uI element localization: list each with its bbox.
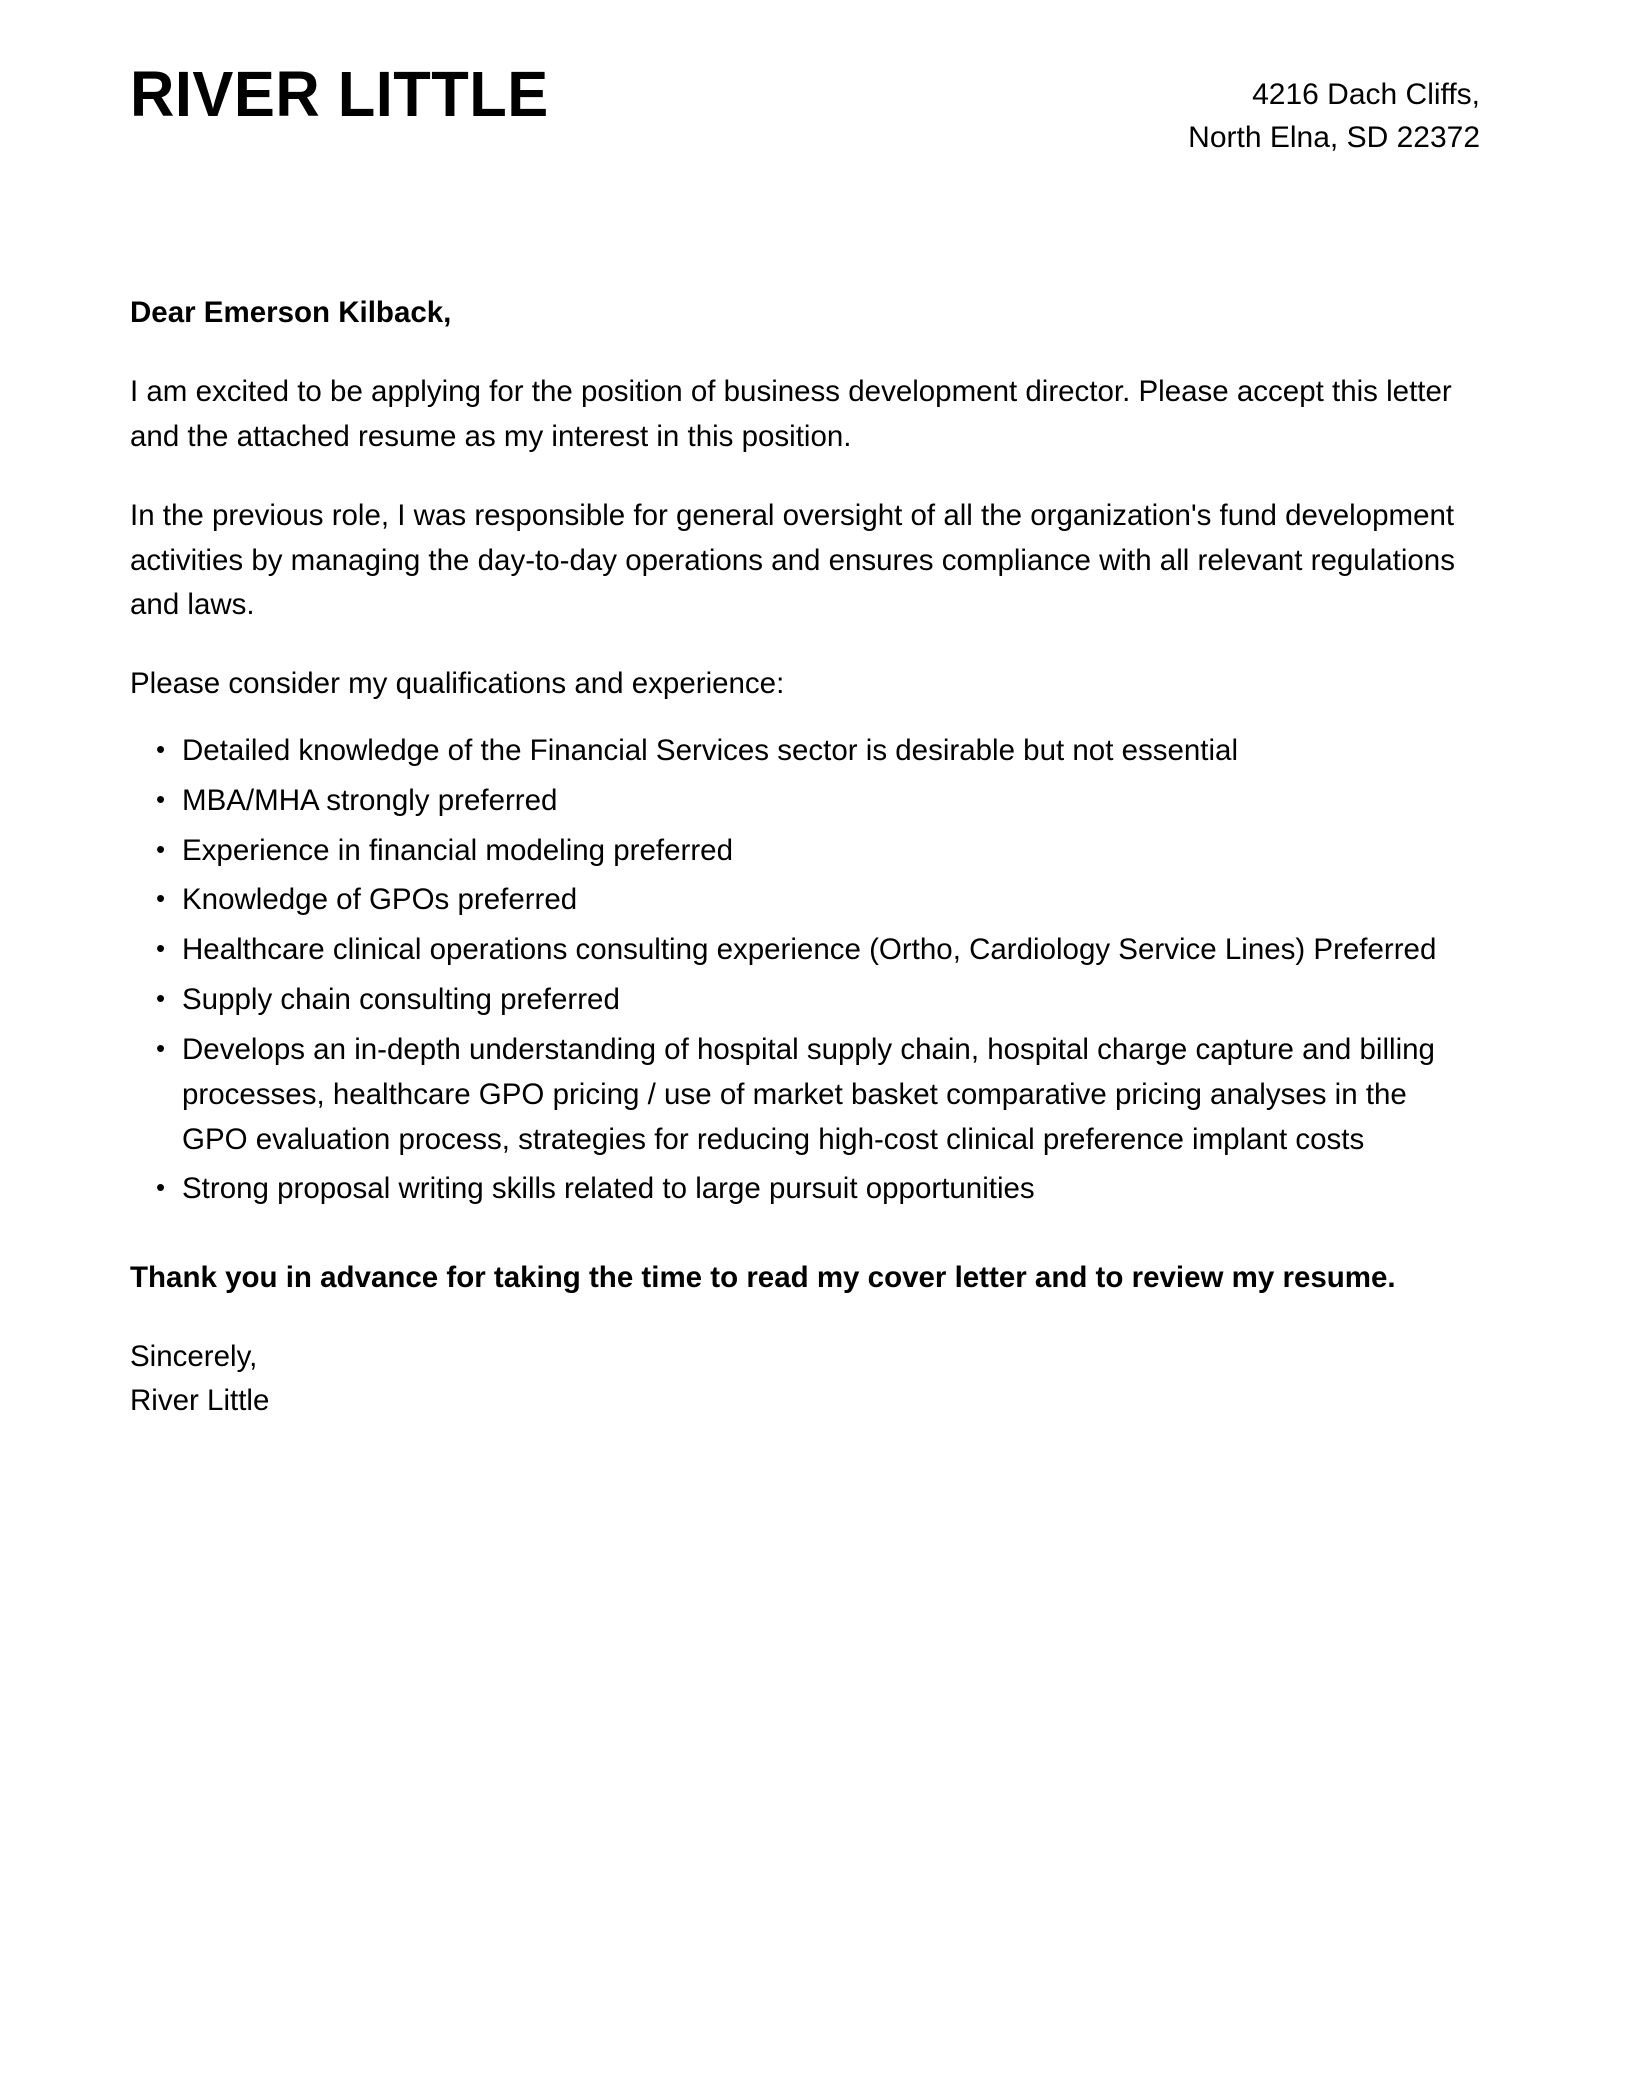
signoff-text: Sincerely, [130,1340,258,1374]
list-item: • Develops an in-depth understanding of hospital supply chain, hospital charge capture and billing processes, healthcare GPO pricing / use of market basket comparative pricing analyses in the GPO evaluation process, strategies for reducing high-cost clinical preference implant costs [130,1028,1480,1162]
qualifications-list [130,729,1480,1212]
list-item: • Supply chain consulting preferred [130,978,1480,1023]
letter-content-column [130,0,1480,1422]
body-paragraph-2: In the previous role, I was responsible for general oversight of all the organization's fund development activities by managing the day-to-day operations and ensures compliance with all relevant regulations and laws. [130,498,1455,622]
address-line-street: 4216 Dach Cliffs, [1252,78,1480,111]
address-line-city-state-zip: North Elna, SD 22372 [1188,120,1480,154]
sender-address-block [1188,62,1480,159]
closing-thanks: Thank you in advance for taking the time to read my cover letter and to review my resume. [130,1261,1396,1295]
body-paragraph-1: I am excited to be applying for the position of business development director. Please accept this letter and the attached resume as my interest in this position. [130,375,1452,453]
list-item: • Knowledge of GPOs preferred [130,878,1480,923]
letter-header [130,0,1480,159]
page-title: RIVER LITTLE [130,58,549,130]
list-item: • Detailed knowledge of the Financial Services sector is desirable but not essential [130,729,1480,774]
qualifications-lead-in: Please consider my qualifications and experience: [130,667,785,701]
letter-body [130,291,1480,1422]
salutation: Dear Emerson Kilback, [130,296,452,330]
list-item: • Strong proposal writing skills related to large pursuit opportunities [130,1167,1480,1212]
list-item: • MBA/MHA strongly preferred [130,779,1480,824]
signature-name: River Little [130,1383,270,1417]
list-item: • Experience in financial modeling preferred [130,829,1480,874]
signature-block [130,1335,1480,1422]
list-item: • Healthcare clinical operations consulting experience (Ortho, Cardiology Service Lines) Preferred [130,928,1480,973]
